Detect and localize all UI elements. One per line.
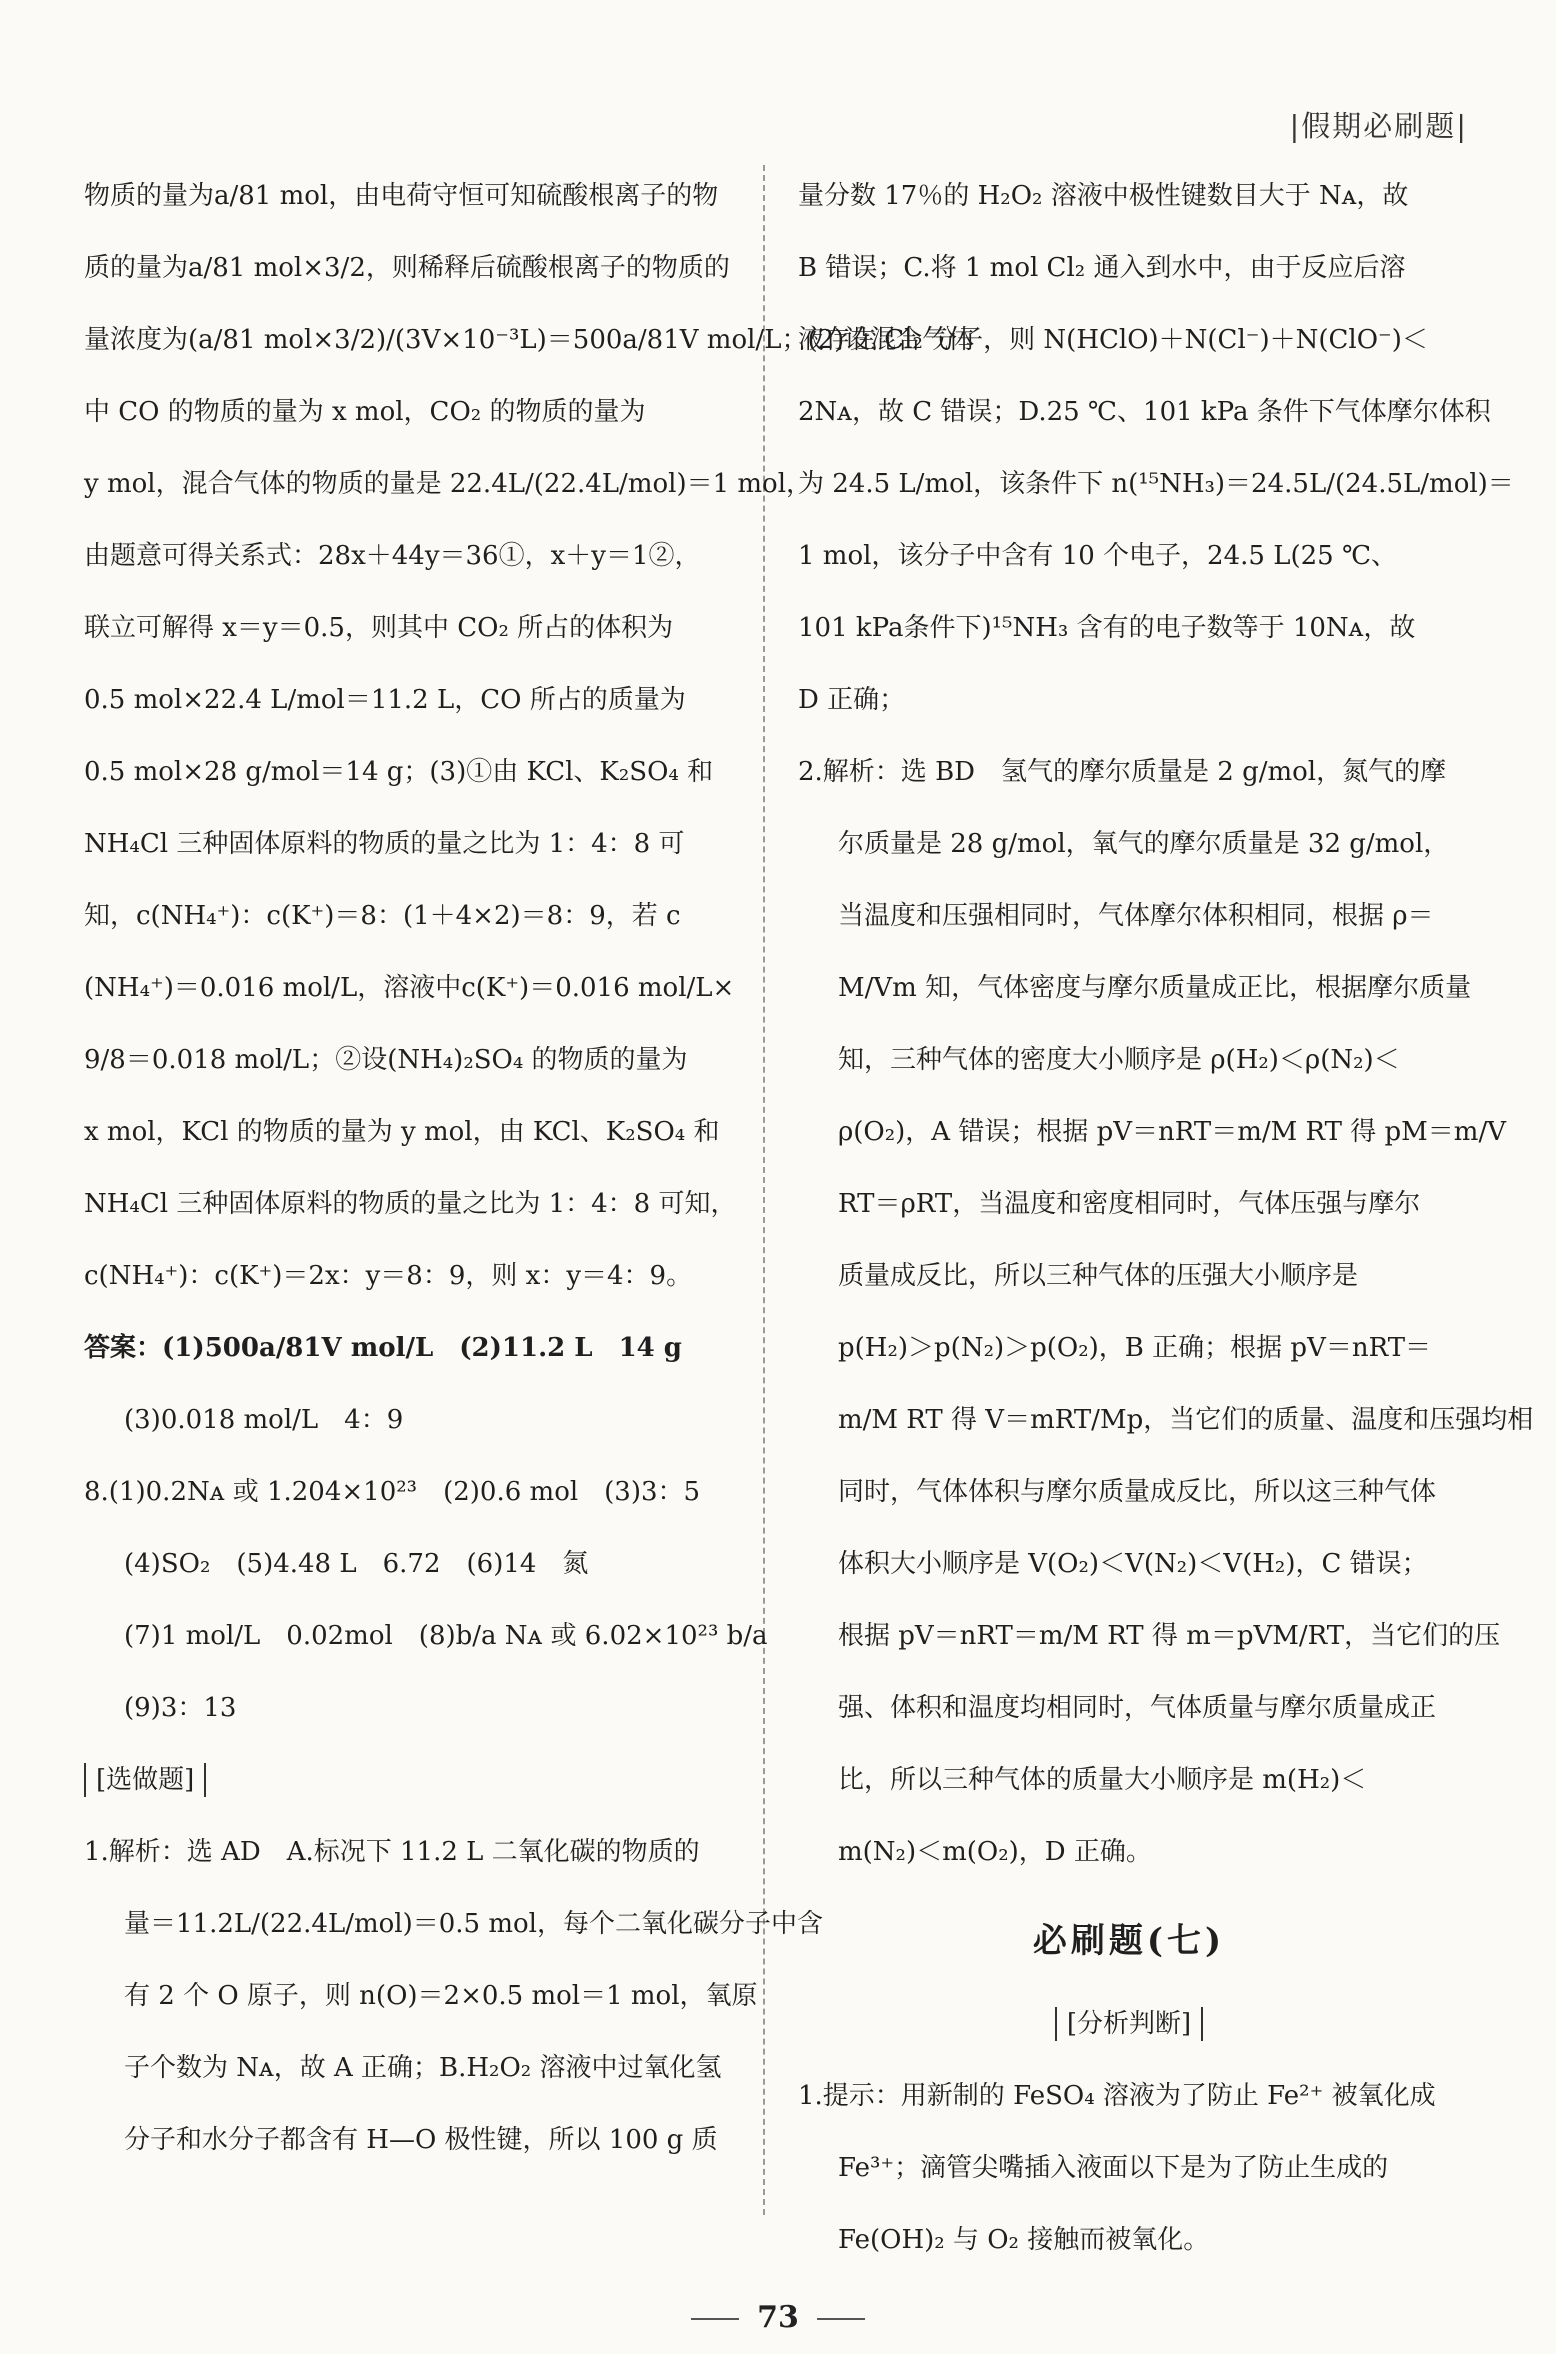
text-line: 尔质量是 28 g/mol，氧气的摩尔质量是 32 g/mol， <box>838 829 1450 859</box>
text-line: 知，c(NH₄⁺)：c(K⁺)＝8：(1＋4×2)＝8：9，若 c <box>84 901 681 931</box>
question-8-line: (9)3：13 <box>124 1693 237 1723</box>
question-8-line: (7)1 mol/L 0.02mol (8)b/a Nᴀ 或 6.02×10²³ b/a <box>124 1621 768 1651</box>
text-line: RT＝ρRT，当温度和密度相同时，气体压强与摩尔 <box>838 1189 1421 1219</box>
text-line: 有 2 个 O 原子，则 n(O)＝2×0.5 mol＝1 mol，氧原 <box>124 1981 758 2011</box>
section-tag-optional: [选做题] <box>84 1763 206 1797</box>
book-header: |假期必刷题| <box>1289 109 1468 143</box>
text-line: 同时，气体体积与摩尔质量成反比，所以这三种气体 <box>838 1477 1437 1507</box>
section-title: 必刷题(七) <box>1032 1921 1226 1961</box>
text-line: 2Nᴀ，故 C 错误；D.25 ℃、101 kPa 条件下气体摩尔体积 <box>798 397 1491 427</box>
text-line: 由题意可得关系式：28x＋44y＝36①，x＋y＝1②， <box>84 541 701 571</box>
right-column <box>798 160 1534 2276</box>
text-line: 量＝11.2L/(22.4L/mol)＝0.5 mol，每个二氧化碳分子中含 <box>124 1909 823 1939</box>
section-tag-analysis: [分析判断] <box>1055 2007 1203 2041</box>
text-line: 体积大小顺序是 V(O₂)＜V(N₂)＜V(H₂)，C 错误； <box>838 1549 1428 1579</box>
text-line: 比，所以三种气体的质量大小顺序是 m(H₂)＜ <box>838 1765 1367 1795</box>
text-line: 物质的量为a/81 mol，由电荷守恒可知硫酸根离子的物 <box>84 181 719 211</box>
page-number-value: 73 <box>757 2300 799 2335</box>
text-line: x mol，KCl 的物质的量为 y mol，由 KCl、K₂SO₄ 和 <box>84 1117 720 1147</box>
text-line: 知，三种气体的密度大小顺序是 ρ(H₂)＜ρ(N₂)＜ <box>838 1045 1400 1075</box>
text-line: 强、体积和温度均相同时，气体质量与摩尔质量成正 <box>838 1693 1437 1723</box>
text-line: Fe³⁺；滴管尖嘴插入液面以下是为了防止生成的 <box>838 2153 1389 2183</box>
text-line: c(NH₄⁺)：c(K⁺)＝2x：y＝8：9，则 x：y＝4：9。 <box>84 1261 693 1291</box>
page-number-dash <box>817 2318 865 2320</box>
text-line: 1.解析：选 AD A.标况下 11.2 L 二氧化碳的物质的 <box>84 1837 700 1867</box>
text-line: 质量成反比，所以三种气体的压强大小顺序是 <box>838 1261 1359 1291</box>
text-line: p(H₂)＞p(N₂)＞p(O₂)，B 正确；根据 pV＝nRT＝ <box>838 1333 1432 1363</box>
text-line: 分子和水分子都含有 H—O 极性键，所以 100 g 质 <box>124 2125 718 2155</box>
page-number-dash <box>691 2318 739 2320</box>
question-8-line: 8.(1)0.2Nᴀ 或 1.204×10²³ (2)0.6 mol (3)3：5 <box>84 1477 701 1507</box>
text-line: 为 24.5 L/mol，该条件下 n(¹⁵NH₃)＝24.5L/(24.5L/mol)＝ <box>798 469 1514 499</box>
text-line: 101 kPa条件下)¹⁵NH₃ 含有的电子数等于 10Nᴀ，故 <box>798 613 1416 643</box>
text-line: 子个数为 Nᴀ，故 A 正确；B.H₂O₂ 溶液中过氧化氢 <box>124 2053 722 2083</box>
page-number <box>0 2300 1556 2335</box>
answer-line: 答案：(1)500a/81V mol/L (2)11.2 L 14 g <box>84 1333 682 1363</box>
text-line: D 正确； <box>798 685 906 715</box>
text-line: 0.5 mol×22.4 L/mol＝11.2 L，CO 所占的质量为 <box>84 685 686 715</box>
text-line: ρ(O₂)，A 错误；根据 pV＝nRT＝m/M RT 得 pM＝m/V <box>838 1117 1506 1147</box>
text-line: 量分数 17％的 H₂O₂ 溶液中极性键数目大于 Nᴀ，故 <box>798 181 1409 211</box>
text-line: 1 mol，该分子中含有 10 个电子，24.5 L(25 ℃、 <box>798 541 1398 571</box>
text-line: M/Vm 知，气体密度与摩尔质量成正比，根据摩尔质量 <box>838 973 1472 1003</box>
text-line: m(N₂)＜m(O₂)，D 正确。 <box>838 1837 1152 1867</box>
text-line: NH₄Cl 三种固体原料的物质的量之比为 1：4：8 可 <box>84 829 685 859</box>
text-line: NH₄Cl 三种固体原料的物质的量之比为 1：4：8 可知， <box>84 1189 737 1219</box>
text-line: 2.解析：选 BD 氢气的摩尔质量是 2 g/mol，氮气的摩 <box>798 757 1447 787</box>
text-line: 0.5 mol×28 g/mol＝14 g；(3)①由 KCl、K₂SO₄ 和 <box>84 757 714 787</box>
text-line: 量浓度为(a/81 mol×3/2)/(3V×10⁻³L)＝500a/81V mol/L；(2)设混合气体 <box>84 325 975 355</box>
text-line: 质的量为a/81 mol×3/2，则稀释后硫酸根离子的物质的 <box>84 253 730 283</box>
question-8-line: (4)SO₂ (5)4.48 L 6.72 (6)14 氮 <box>124 1549 589 1579</box>
text-line: m/M RT 得 V＝mRT/Mp，当它们的质量、温度和压强均相 <box>838 1405 1534 1435</box>
text-line: 联立可解得 x＝y＝0.5，则其中 CO₂ 所占的体积为 <box>84 613 674 643</box>
text-line: B 错误；C.将 1 mol Cl₂ 通入到水中，由于反应后溶 <box>798 253 1406 283</box>
text-line: 根据 pV＝nRT＝m/M RT 得 m＝pVM/RT，当它们的压 <box>838 1621 1501 1651</box>
text-line: 9/8＝0.018 mol/L；②设(NH₄)₂SO₄ 的物质的量为 <box>84 1045 688 1075</box>
text-line: Fe(OH)₂ 与 O₂ 接触而被氧化。 <box>838 2225 1210 2255</box>
text-line: 中 CO 的物质的量为 x mol，CO₂ 的物质的量为 <box>84 397 646 427</box>
text-line: y mol，混合气体的物质的量是 22.4L/(22.4L/mol)＝1 mol， <box>84 469 813 499</box>
text-line: (NH₄⁺)＝0.016 mol/L，溶液中c(K⁺)＝0.016 mol/L× <box>84 973 735 1003</box>
text-line: 当温度和压强相同时，气体摩尔体积相同，根据 ρ＝ <box>838 901 1434 931</box>
text-line: 1.提示：用新制的 FeSO₄ 溶液为了防止 Fe²⁺ 被氧化成 <box>798 2081 1436 2111</box>
text-line: 液存在 Cl₂ 分子，则 N(HClO)＋N(Cl⁻)＋N(ClO⁻)＜ <box>798 325 1428 355</box>
answer-line: (3)0.018 mol/L 4：9 <box>124 1405 404 1435</box>
